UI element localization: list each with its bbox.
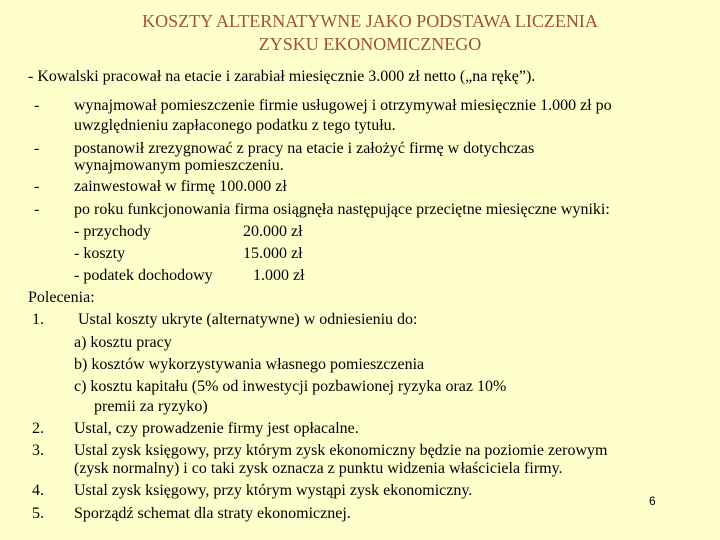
task-3-number: 3.: [32, 442, 44, 459]
bullet-2-line-1: postanowił zrezygnować z pracy na etacie i założyć firmę w dotychczas: [74, 140, 535, 157]
bullet-1-line-1: wynajmował pomieszczenie firmie usługowej i otrzymywał miesięcznie 1.000 zł po: [74, 97, 612, 114]
task-2-number: 2.: [32, 420, 44, 437]
task-1-number: 1.: [32, 311, 44, 328]
bullet-3-line-1: zainwestował w firmę 100.000 zł: [74, 178, 287, 195]
title-line-2: ZYSKU EKONOMICZNEGO: [258, 34, 482, 54]
title-line-1: KOSZTY ALTERNATYWNE JAKO PODSTAWA LICZENIA: [142, 11, 598, 31]
subtask-a: a) kosztu pracy: [74, 334, 172, 351]
result-label-koszty: - koszty: [74, 245, 126, 262]
task-4-text: Ustal zysk księgowy, przy którym wystąpi zysk ekonomiczny.: [74, 482, 473, 499]
result-label-przychody: - przychody: [74, 223, 151, 240]
task-2-text: Ustal, czy prowadzenie firmy jest opłacalne.: [74, 420, 359, 437]
task-5-number: 5.: [32, 505, 44, 522]
intro-line: - Kowalski pracował na etacie i zarabiał miesięcznie 3.000 zł netto („na rękę”).: [28, 68, 536, 85]
polecenia-heading: Polecenia:: [28, 289, 95, 306]
bullet-marker: -: [34, 140, 40, 157]
bullet-marker: -: [34, 178, 40, 195]
bullet-2-line-2: wynajmowanym pomieszczeniu.: [74, 157, 284, 174]
task-4-number: 4.: [32, 482, 44, 499]
bullet-4-line-1: po roku funkcjonowania firma osiągnęła następujące przeciętne miesięczne wyniki:: [74, 201, 610, 218]
result-value-przychody: 20.000 zł: [243, 223, 303, 240]
subtask-c-continuation: premii za ryzyko): [94, 398, 208, 415]
task-1-text: Ustal koszty ukryte (alternatywne) w odniesieniu do:: [78, 311, 418, 328]
result-value-podatek: 1.000 zł: [253, 267, 305, 284]
result-value-koszty: 15.000 zł: [243, 245, 303, 262]
subtask-c: c) kosztu kapitału (5% od inwestycji pozbawionej ryzyka oraz 10%: [74, 378, 507, 395]
page-number: 6: [649, 494, 656, 508]
bullet-1-line-2: uwzględnieniu zapłaconego podatku z tego tytułu.: [74, 117, 396, 134]
task-3-line-1: Ustal zysk księgowy, przy którym zysk ekonomiczny będzie na poziomie zerowym: [74, 442, 608, 459]
subtask-b: b) kosztów wykorzystywania własnego pomieszczenia: [74, 356, 425, 373]
task-5-text: Sporządź schemat dla straty ekonomicznej.: [74, 505, 351, 522]
bullet-marker: -: [34, 201, 40, 218]
bullet-marker: -: [34, 97, 40, 114]
slide-title: [0, 10, 720, 56]
result-label-podatek: - podatek dochodowy: [74, 267, 213, 284]
task-3-line-2: (zysk normalny) i co taki zysk oznacza z punktu widzenia właściciela firmy.: [74, 460, 563, 477]
